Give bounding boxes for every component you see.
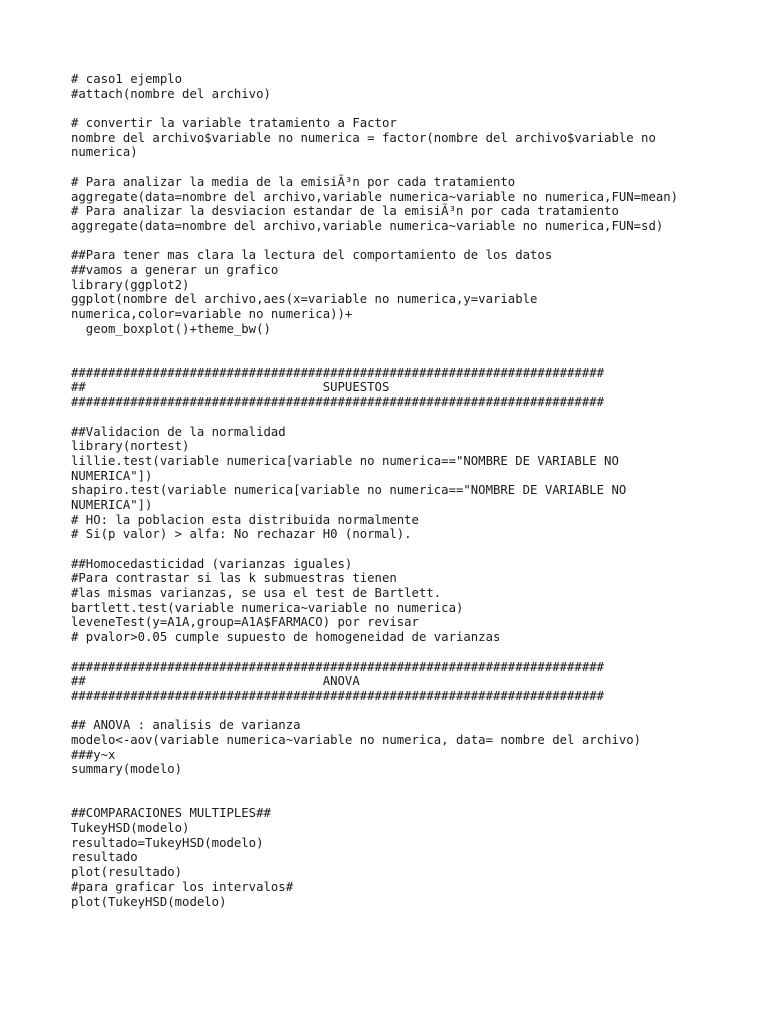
code-line: #las mismas varianzas, se usa el test de Bartlett. bbox=[71, 586, 442, 601]
code-line: #attach(nombre del archivo) bbox=[71, 86, 271, 101]
code-line: geom_boxplot()+theme_bw() bbox=[71, 321, 271, 336]
code-line: nombre del archivo$variable no numerica = factor(nombre del archivo$variable no bbox=[71, 130, 656, 145]
code-text bbox=[71, 72, 731, 909]
code-line: # Si(p valor) > alfa: No rechazar H0 (normal). bbox=[71, 527, 412, 542]
code-line: leveneTest(y=A1A,group=A1A$FARMACO) por revisar bbox=[71, 615, 419, 630]
code-line: ggplot(nombre del archivo,aes(x=variable no numerica,y=variable bbox=[71, 292, 538, 307]
code-line: TukeyHSD(modelo) bbox=[71, 821, 190, 836]
code-line: # convertir la variable tratamiento a Factor bbox=[71, 116, 397, 131]
code-line: NUMERICA"]) bbox=[71, 497, 153, 512]
code-line: ## ANOVA : analisis de varianza bbox=[71, 718, 301, 733]
code-line bbox=[71, 101, 731, 116]
code-line: ###y~x bbox=[71, 747, 116, 762]
code-line bbox=[71, 351, 731, 366]
code-line bbox=[71, 234, 731, 249]
code-line: ######################################################################## bbox=[71, 395, 605, 410]
code-line bbox=[71, 542, 731, 557]
code-line: aggregate(data=nombre del archivo,variable numerica~variable no numerica,FUN=sd) bbox=[71, 218, 664, 233]
code-line: ##Homocedasticidad (varianzas iguales) bbox=[71, 556, 353, 571]
code-line: # pvalor>0.05 cumple supuesto de homogeneidad de varianzas bbox=[71, 630, 501, 645]
code-line: ######################################################################## bbox=[71, 659, 605, 674]
code-line: #Para contrastar si las k submuestras tienen bbox=[71, 571, 397, 586]
code-line bbox=[71, 160, 731, 175]
code-line: ##COMPARACIONES MULTIPLES## bbox=[71, 806, 271, 821]
code-line bbox=[71, 704, 731, 719]
code-line: # Para analizar la desviacion estandar de la emisiÃ³n por cada tratamiento bbox=[71, 204, 619, 219]
code-line: NUMERICA"]) bbox=[71, 468, 153, 483]
code-line: # caso1 ejemplo bbox=[71, 72, 183, 86]
code-line: ##Validacion de la normalidad bbox=[71, 424, 286, 439]
code-line: # HO: la poblacion esta distribuida normalmente bbox=[71, 512, 419, 527]
code-line: ######################################################################## bbox=[71, 688, 605, 703]
code-line: lillie.test(variable numerica[variable no numerica=="NOMBRE DE VARIABLE NO bbox=[71, 453, 619, 468]
code-line: resultado=TukeyHSD(modelo) bbox=[71, 835, 264, 850]
code-line: ##vamos a generar un grafico bbox=[71, 262, 279, 277]
code-line bbox=[71, 645, 731, 660]
code-line: ## ANOVA bbox=[71, 674, 360, 689]
code-line bbox=[71, 792, 731, 807]
code-line: plot(TukeyHSD(modelo) bbox=[71, 894, 227, 909]
code-line: library(nortest) bbox=[71, 439, 190, 454]
code-line: numerica) bbox=[71, 145, 138, 160]
code-line: #para graficar los intervalos# bbox=[71, 879, 294, 894]
code-line bbox=[71, 777, 731, 792]
code-line: ######################################################################## bbox=[71, 365, 605, 380]
code-line: # Para analizar la media de la emisiÃ³n por cada tratamiento bbox=[71, 174, 516, 189]
code-line bbox=[71, 336, 731, 351]
code-line: ## SUPUESTOS bbox=[71, 380, 390, 395]
code-line: shapiro.test(variable numerica[variable no numerica=="NOMBRE DE VARIABLE NO bbox=[71, 483, 627, 498]
code-line: numerica,color=variable no numerica))+ bbox=[71, 307, 353, 321]
code-line: plot(resultado) bbox=[71, 865, 183, 880]
code-line: library(ggplot2) bbox=[71, 277, 190, 292]
code-line: aggregate(data=nombre del archivo,variable numerica~variable no numerica,FUN=mean) bbox=[71, 189, 679, 204]
code-line: modelo<-aov(variable numerica~variable no numerica, data= nombre del archivo) bbox=[71, 732, 642, 747]
code-line: resultado bbox=[71, 850, 138, 865]
code-line: summary(modelo) bbox=[71, 762, 183, 777]
code-line bbox=[71, 410, 731, 425]
code-line: bartlett.test(variable numerica~variable no numerica) bbox=[71, 600, 464, 615]
code-line: ##Para tener mas clara la lectura del comportamiento de los datos bbox=[71, 248, 553, 263]
